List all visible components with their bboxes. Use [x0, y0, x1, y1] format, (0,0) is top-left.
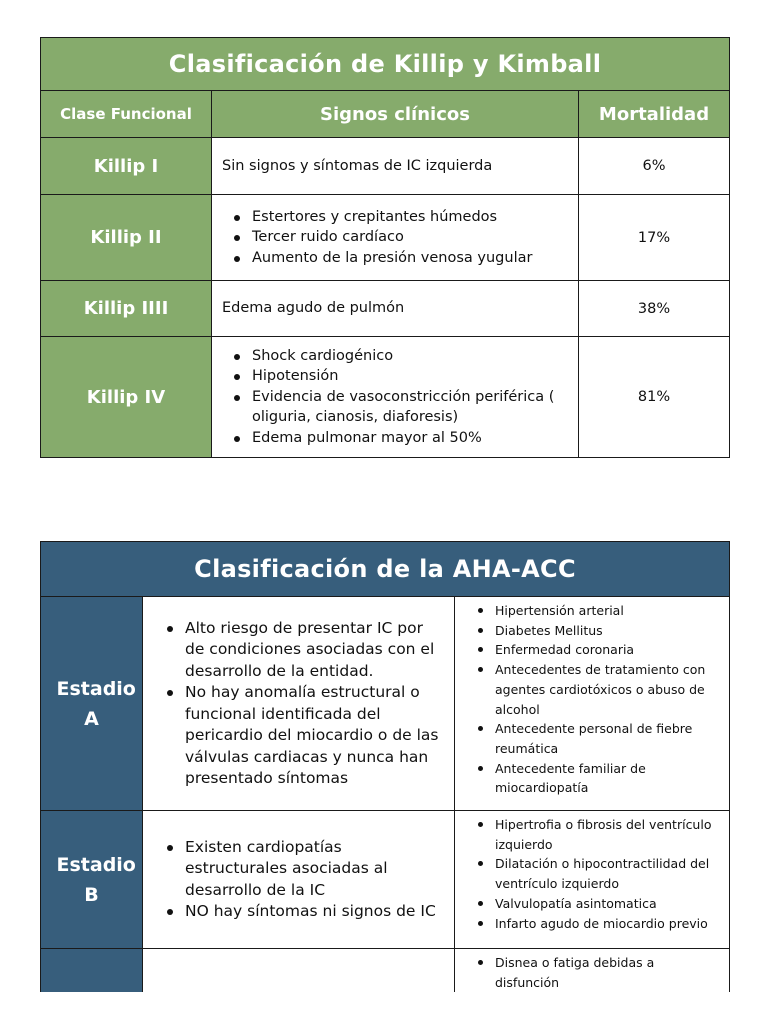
aha-title: Clasificación de la AHA-ACC: [41, 542, 730, 597]
list-item: Antecedente personal de fiebre reumática: [495, 719, 719, 758]
killip-title: Clasificación de Killip y Kimball: [41, 38, 730, 91]
stage-label: Estadio B: [41, 811, 143, 949]
table-row: [41, 949, 730, 993]
list-item: Valvulopatía asintomatica: [495, 894, 719, 914]
killip-class: Killip I: [41, 138, 212, 195]
list-item: Tercer ruido cardíaco: [252, 227, 568, 248]
list-item: Antecedentes de tratamiento con agentes cardiotóxicos o abuso de alcohol: [495, 660, 719, 719]
stage-label: [41, 949, 143, 993]
header-signs: Signos clínicos: [212, 91, 579, 138]
signs-list: [212, 195, 579, 281]
killip-table: [40, 37, 730, 458]
killip-class: Killip II: [41, 195, 212, 281]
list-item: Edema pulmonar mayor al 50%: [252, 428, 568, 449]
stage-factors: [455, 597, 730, 811]
list-item: Alto riesgo de presentar IC por de condiciones asociadas con el desarrollo de la entidad.: [185, 618, 442, 683]
list-item: NO hay síntomas ni signos de IC: [185, 901, 442, 923]
signs-text: Edema agudo de pulmón: [212, 281, 579, 337]
header-mortality: Mortalidad: [579, 91, 730, 138]
list-item: Enfermedad coronaria: [495, 640, 719, 660]
list-item: Diabetes Mellitus: [495, 621, 719, 641]
list-item: Dilatación o hipocontractilidad del ventrículo izquierdo: [495, 854, 719, 893]
list-item: No hay anomalía estructural o funcional identificada del pericardio del miocardio o de las válvulas cardiacas y nunca han presentado síntomas: [185, 682, 442, 790]
stage-label: Estadio A: [41, 597, 143, 811]
header-class: Clase Funcional: [41, 91, 212, 138]
table-row: [41, 811, 730, 949]
aha-acc-table: [40, 541, 730, 992]
mortality-value: 81%: [579, 337, 730, 458]
mortality-value: 38%: [579, 281, 730, 337]
stage-description: [143, 949, 455, 993]
list-item: Shock cardiogénico: [252, 346, 568, 367]
list-item: Aumento de la presión venosa yugular: [252, 248, 568, 269]
stage-description: [143, 597, 455, 811]
stage-factors: [455, 949, 730, 993]
list-item: Antecedente familiar de miocardiopatía: [495, 759, 719, 798]
mortality-value: 17%: [579, 195, 730, 281]
table-row: [41, 138, 730, 195]
table-row: [41, 195, 730, 281]
list-item: Estertores y crepitantes húmedos: [252, 207, 568, 228]
stage-description: [143, 811, 455, 949]
stage-factors: [455, 811, 730, 949]
list-item: Disnea o fatiga debidas a disfunción: [495, 953, 719, 992]
table-row: [41, 597, 730, 811]
killip-class: Killip IV: [41, 337, 212, 458]
table-row: [41, 337, 730, 458]
table-row: [41, 281, 730, 337]
mortality-value: 6%: [579, 138, 730, 195]
killip-class: Killip IIII: [41, 281, 212, 337]
list-item: Hipotensión: [252, 366, 568, 387]
signs-list: [212, 337, 579, 458]
signs-text: Sin signos y síntomas de IC izquierda: [212, 138, 579, 195]
list-item: Infarto agudo de miocardio previo: [495, 914, 719, 934]
list-item: Existen cardiopatías estructurales asociadas al desarrollo de la IC: [185, 837, 442, 902]
list-item: Evidencia de vasoconstricción periférica ( oliguria, cianosis, diaforesis): [252, 387, 568, 428]
list-item: Hipertensión arterial: [495, 601, 719, 621]
list-item: Hipertrofia o fibrosis del ventrículo izquierdo: [495, 815, 719, 854]
